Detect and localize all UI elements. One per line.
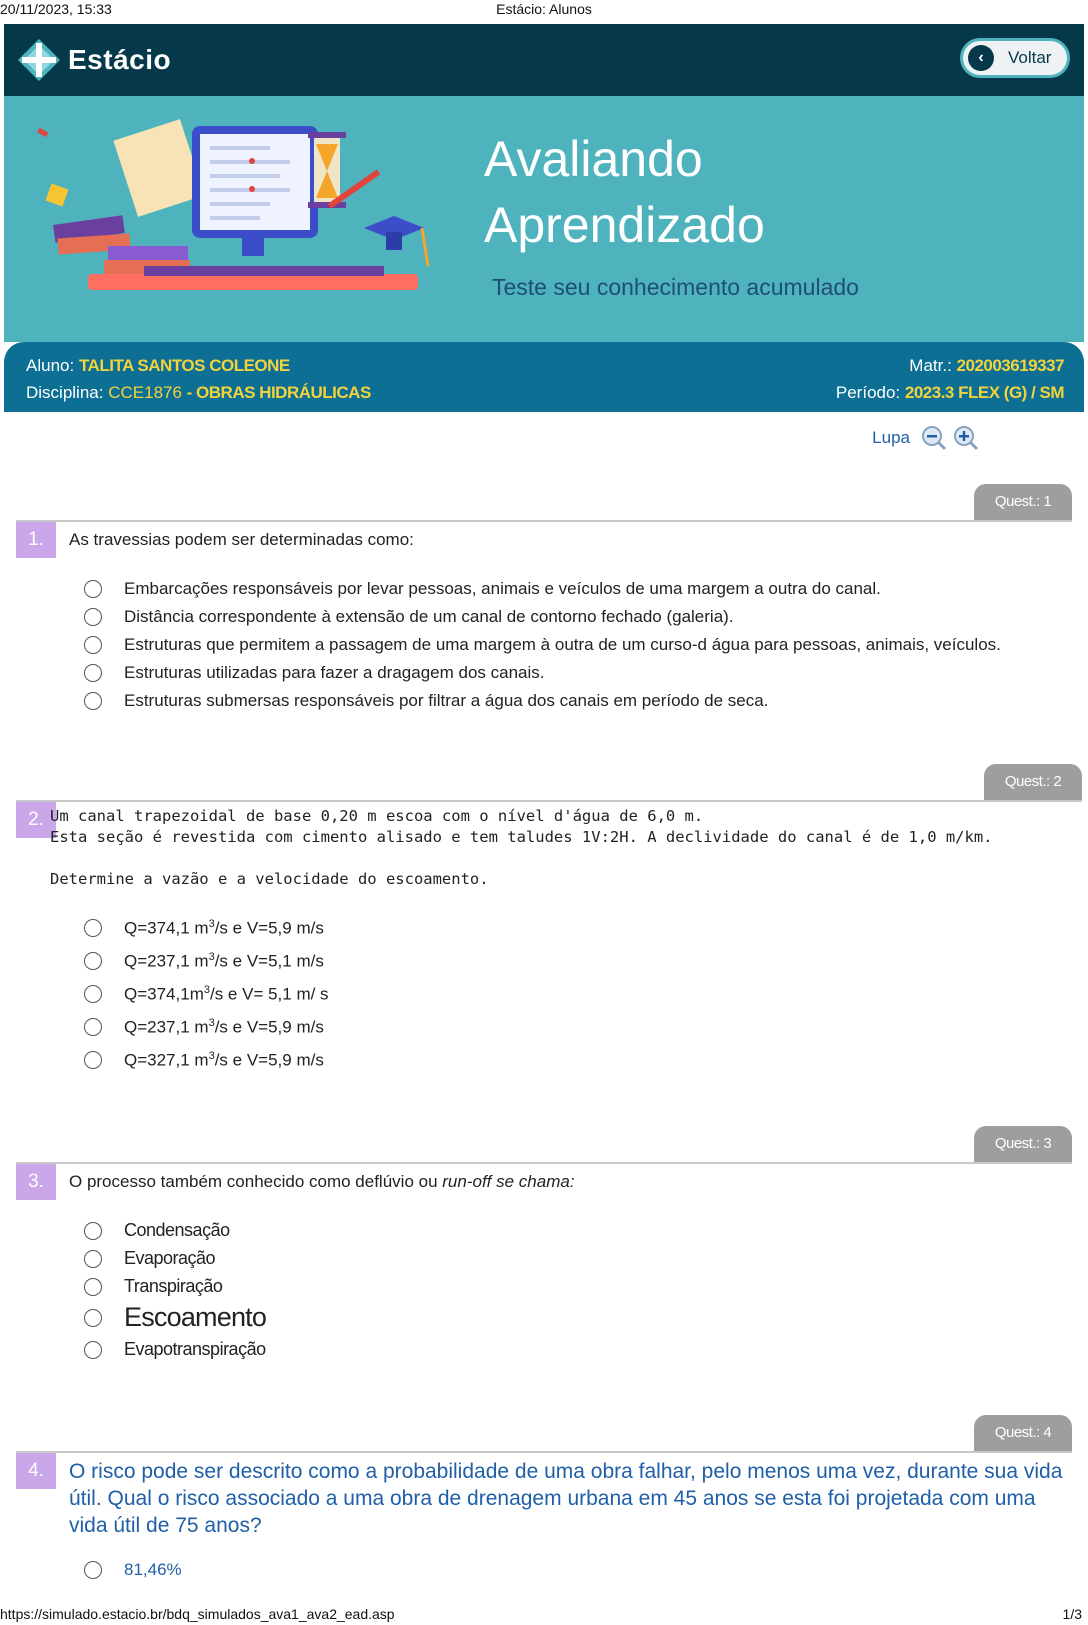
option-label: $Q=374,1m^3/s$ e V= 5,1 m/ s: [124, 984, 329, 1004]
estacio-logo-icon: [16, 37, 62, 83]
back-button[interactable]: [960, 38, 1070, 78]
option-label: Q=237,1 $m^3/s$ e V=5,1 m/s: [124, 951, 324, 971]
print-footer: [0, 1604, 1088, 1624]
radio-button[interactable]: [84, 1018, 102, 1036]
option-label: Evapotranspiração: [124, 1339, 266, 1359]
q1-option-5[interactable]: [84, 691, 768, 711]
q2-option-5[interactable]: [84, 1050, 324, 1071]
option-label: 81,46%: [124, 1560, 182, 1579]
radio-button[interactable]: [84, 692, 102, 710]
periodo-row: [836, 383, 1064, 403]
q2-option-2[interactable]: [84, 951, 324, 972]
aluno-name: TALITA SANTOS COLEONE: [78, 356, 290, 375]
question-number-1: 1.: [16, 522, 56, 558]
option-label: Distância correspondente à extensão de um canal de contorno fechado (galeria).: [124, 607, 734, 626]
radio-button[interactable]: [84, 664, 102, 682]
student-name-row: [26, 356, 290, 376]
lupa-label: Lupa: [872, 428, 910, 447]
print-page-title: Estácio: Alunos: [496, 1, 592, 17]
option-label: Condensação: [124, 1220, 230, 1240]
student-info-bar: [4, 342, 1084, 412]
option-label: Evaporação: [124, 1248, 216, 1268]
radio-button[interactable]: [84, 580, 102, 598]
radio-button[interactable]: [84, 1051, 102, 1069]
q3-option-3[interactable]: [84, 1276, 222, 1297]
option-label: Escoamento: [124, 1302, 267, 1332]
question-text-1: As travessias podem ser determinadas como:: [69, 530, 414, 549]
banner: [4, 96, 1084, 342]
print-header: [0, 0, 1088, 22]
quest-tab-1: Quest.: 1: [974, 484, 1072, 520]
option-label: Q=327,1 $m^3/s$ e V=5,9 m/s: [124, 1050, 324, 1070]
question-text-2-line1: Um canal trapezoidal de base 0,20 m escoa com o nível d'água de 6,0 m.: [50, 807, 704, 825]
question-number-3: 3.: [16, 1164, 56, 1200]
radio-button[interactable]: [84, 1278, 102, 1296]
question-text-3: O processo também conhecido como deflúvio ou run-off se chama:: [69, 1172, 575, 1191]
radio-button[interactable]: [84, 1561, 102, 1579]
back-button-label: Voltar: [1008, 48, 1052, 67]
logo-text: Estácio: [68, 44, 172, 75]
radio-button[interactable]: [84, 952, 102, 970]
print-datetime: 20/11/2023, 15:33: [0, 1, 112, 17]
matricula-row: [909, 356, 1064, 376]
radio-button[interactable]: [84, 608, 102, 626]
quest-tab-4: Quest.: 4: [974, 1415, 1072, 1451]
matr-value: 202003619337: [956, 356, 1064, 375]
option-label: Estruturas utilizadas para fazer a dragagem dos canais.: [124, 663, 545, 682]
radio-button[interactable]: [84, 985, 102, 1003]
banner-title-line1: Avaliando: [484, 131, 703, 187]
option-label: Embarcações responsáveis por levar pessoas, animais e veículos de uma margem a outra do canal.: [124, 579, 881, 598]
radio-button[interactable]: [84, 1222, 102, 1240]
estacio-logo[interactable]: [16, 36, 171, 84]
banner-title-line2: Aprendizado: [484, 197, 765, 253]
q3-option-2[interactable]: [84, 1248, 215, 1269]
question-text-2-line3: Determine a vazão e a velocidade do escoamento.: [50, 870, 489, 888]
option-label: Q=374,1 $m^3/s$ e V=5,9 m/s: [124, 918, 324, 938]
discipline-row: [26, 383, 371, 403]
zoom-in-icon[interactable]: [952, 424, 980, 452]
question-divider: [16, 1451, 1072, 1453]
top-bar: [4, 24, 1084, 96]
q3-option-4[interactable]: [84, 1302, 266, 1333]
q1-option-2[interactable]: [84, 607, 734, 627]
radio-button[interactable]: [84, 1250, 102, 1268]
quest-tab-2: Quest.: 2: [984, 764, 1082, 800]
q2-option-1[interactable]: [84, 918, 324, 939]
lupa-zoom: [872, 424, 980, 452]
question-number-2: 2.: [16, 802, 56, 838]
disciplina-name: - OBRAS HIDRÁULICAS: [186, 383, 371, 402]
print-page-count: 1/3: [1062, 1606, 1082, 1622]
question-divider: [16, 800, 1082, 802]
q3-option-5[interactable]: [84, 1339, 266, 1360]
disciplina-code: CCE1876: [108, 383, 182, 402]
radio-button[interactable]: [84, 919, 102, 937]
q1-option-1[interactable]: [84, 579, 881, 599]
disciplina-label: Disciplina:: [26, 383, 104, 402]
option-label: Estruturas submersas responsáveis por filtrar a água dos canais em período de seca.: [124, 691, 769, 710]
banner-title: [484, 126, 765, 258]
radio-button[interactable]: [84, 1341, 102, 1359]
chevron-left-icon: ‹: [968, 45, 994, 71]
aluno-label: Aluno:: [26, 356, 75, 375]
q1-option-3[interactable]: [84, 635, 1001, 655]
q1-option-4[interactable]: [84, 663, 545, 683]
zoom-out-icon[interactable]: [920, 424, 948, 452]
radio-button[interactable]: [84, 1309, 102, 1327]
question-number-4: 4.: [16, 1453, 56, 1489]
question-divider: [16, 520, 1072, 522]
q2-option-4[interactable]: [84, 1017, 324, 1038]
option-label: Estruturas que permitem a passagem de uma margem à outra de um curso-d água para pessoas, animais, veículos.: [124, 635, 1001, 654]
matr-label: Matr.:: [909, 356, 952, 375]
option-label: Q=237,1 $m^3/s$ e V=5,9 m/s: [124, 1017, 324, 1037]
periodo-value: 2023.3 FLEX (G) / SM: [904, 383, 1064, 402]
quest-tab-3: Quest.: 3: [974, 1126, 1072, 1162]
periodo-label: Período:: [835, 383, 901, 402]
study-illustration-icon: [24, 116, 464, 316]
question-text-2-line2: Esta seção é revestida com cimento alisado e tem taludes 1V:2H. A declividade do canal é de 1,0 m/km.: [50, 828, 993, 846]
radio-button[interactable]: [84, 636, 102, 654]
q4-option-1[interactable]: [84, 1560, 182, 1580]
q2-option-3[interactable]: [84, 984, 329, 1005]
option-label: Transpiração: [124, 1276, 223, 1296]
banner-subtitle: Teste seu conhecimento acumulado: [492, 274, 859, 300]
question-text-4: O risco pode ser descrito como a probabilidade de uma obra falhar, pelo menos uma vez, durante sua vida útil. Qual o risco associado a uma obra de drenagem urbana em 45 anos se esta foi projetada com uma vida útil de 75 anos?: [69, 1460, 1063, 1537]
print-url: https://simulado.estacio.br/bdq_simulados_ava1_ava2_ead.asp: [0, 1606, 395, 1622]
question-divider: [16, 1162, 1072, 1164]
q3-option-1[interactable]: [84, 1220, 230, 1241]
